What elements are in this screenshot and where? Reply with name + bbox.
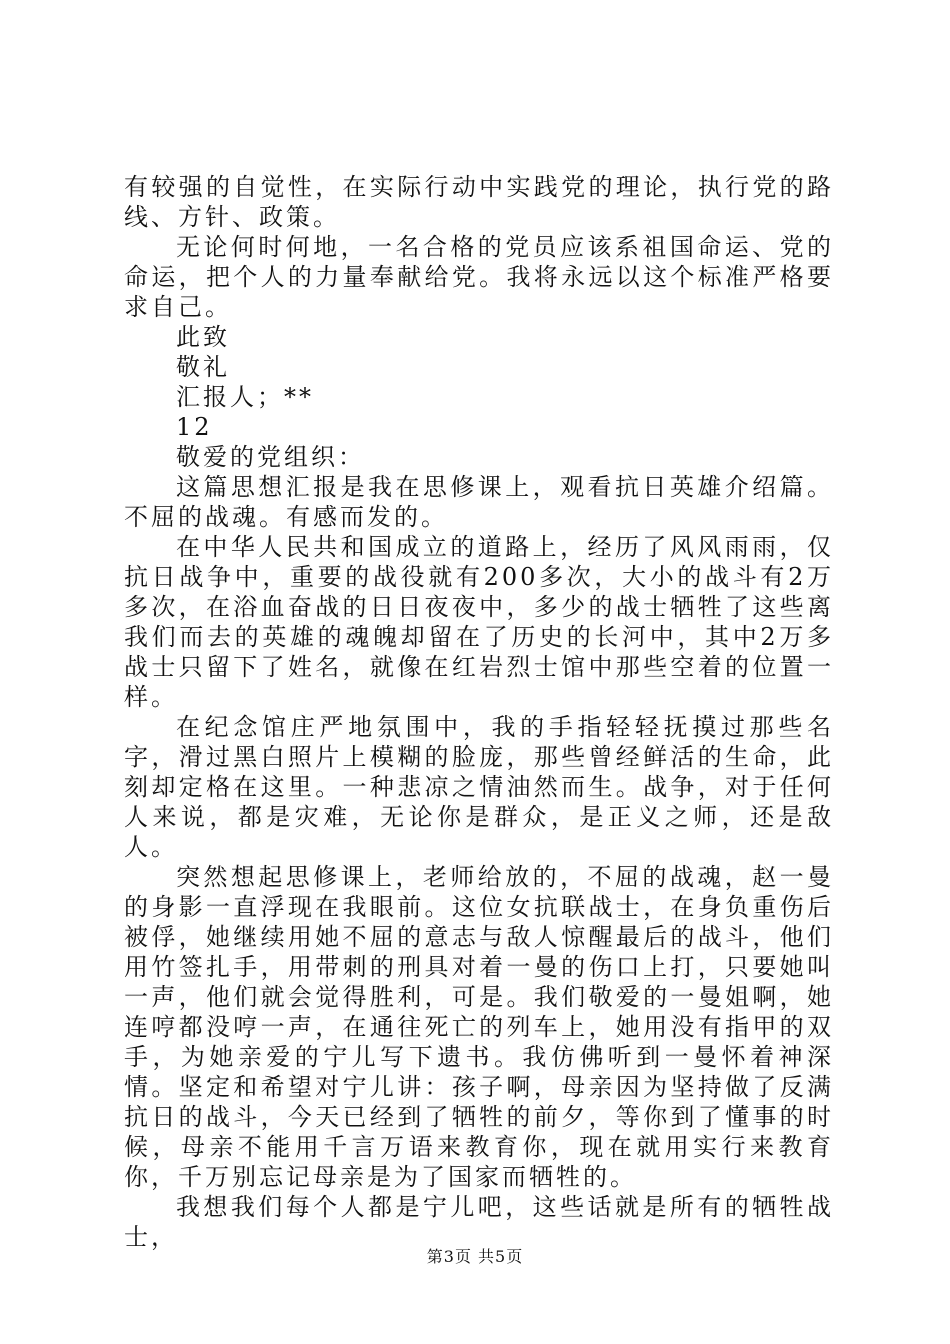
closing-line: 此致 xyxy=(176,323,230,351)
paragraph: 这篇思想汇报是我在思修课上，观看抗日英雄介绍篇。不屈的战魂。有感而发的。 xyxy=(124,473,834,531)
reporter-line: 汇报人；** xyxy=(176,383,314,411)
paragraph: 突然想起思修课上，老师给放的，不屈的战魂，赵一曼的身影一直浮现在我眼前。这位女抗联战士，在身负重伤后被俘，她继续用她不屈的意志与敌人惊醒最后的战斗，他们用竹签扎手，用带刺的刑具对着一曼的伤口上打，只要她叫一声，他们就会觉得胜利，可是。我们敬爱的一曼姐啊，她连哼都没哼一声，在通往死亡的列车上，她用没有指甲的双手，为她亲爱的宁儿写下遗书。我仿佛听到一曼怀着神深情。坚定和希望对宁儿讲：孩子啊，母亲因为坚持做了反满抗日的战斗，今天已经到了牺牲的前夕，等你到了懂事的时候，母亲不能用千言万语来教育你，现在就用实行来教育你，千万别忘记母亲是为了国家而牺牲的。 xyxy=(124,863,834,1191)
paragraph: 在纪念馆庄严地氛围中，我的手指轻轻抚摸过那些名字，滑过黑白照片上模糊的脸庞，那些曾经鲜活的生命，此刻却定格在这里。一种悲凉之情油然而生。战争，对于任何人来说，都是灾难，无论你是群众，是正义之师，还是敌人。 xyxy=(124,713,834,861)
salutation: 敬爱的党组织： xyxy=(176,443,365,471)
paragraph: 无论何时何地，一名合格的党员应该系祖国命运、党的命运，把个人的力量奉献给党。我将永远以这个标准严格要求自己。 xyxy=(124,233,834,321)
document-body xyxy=(124,172,834,1252)
date-line: 12 xyxy=(176,413,213,441)
page-footer: 第3页 共5页 xyxy=(426,1247,524,1266)
closing-line: 敬礼 xyxy=(176,353,230,381)
paragraph-continuation: 有较强的自觉性，在实际行动中实践党的理论，执行党的路线、方针、政策。 xyxy=(124,173,834,231)
paragraph: 我想我们每个人都是宁儿吧，这些话就是所有的牺牲战士， xyxy=(124,1193,834,1251)
paragraph: 在中华人民共和国成立的道路上，经历了风风雨雨，仅抗日战争中，重要的战役就有200多次，大小的战斗有2万多次，在浴血奋战的日日夜夜中，多少的战士牺牲了这些离我们而去的英雄的魂魄却留在了历史的长河中，其中2万多战士只留下了姓名，就像在红岩烈士馆中那些空着的位置一样。 xyxy=(124,533,834,711)
